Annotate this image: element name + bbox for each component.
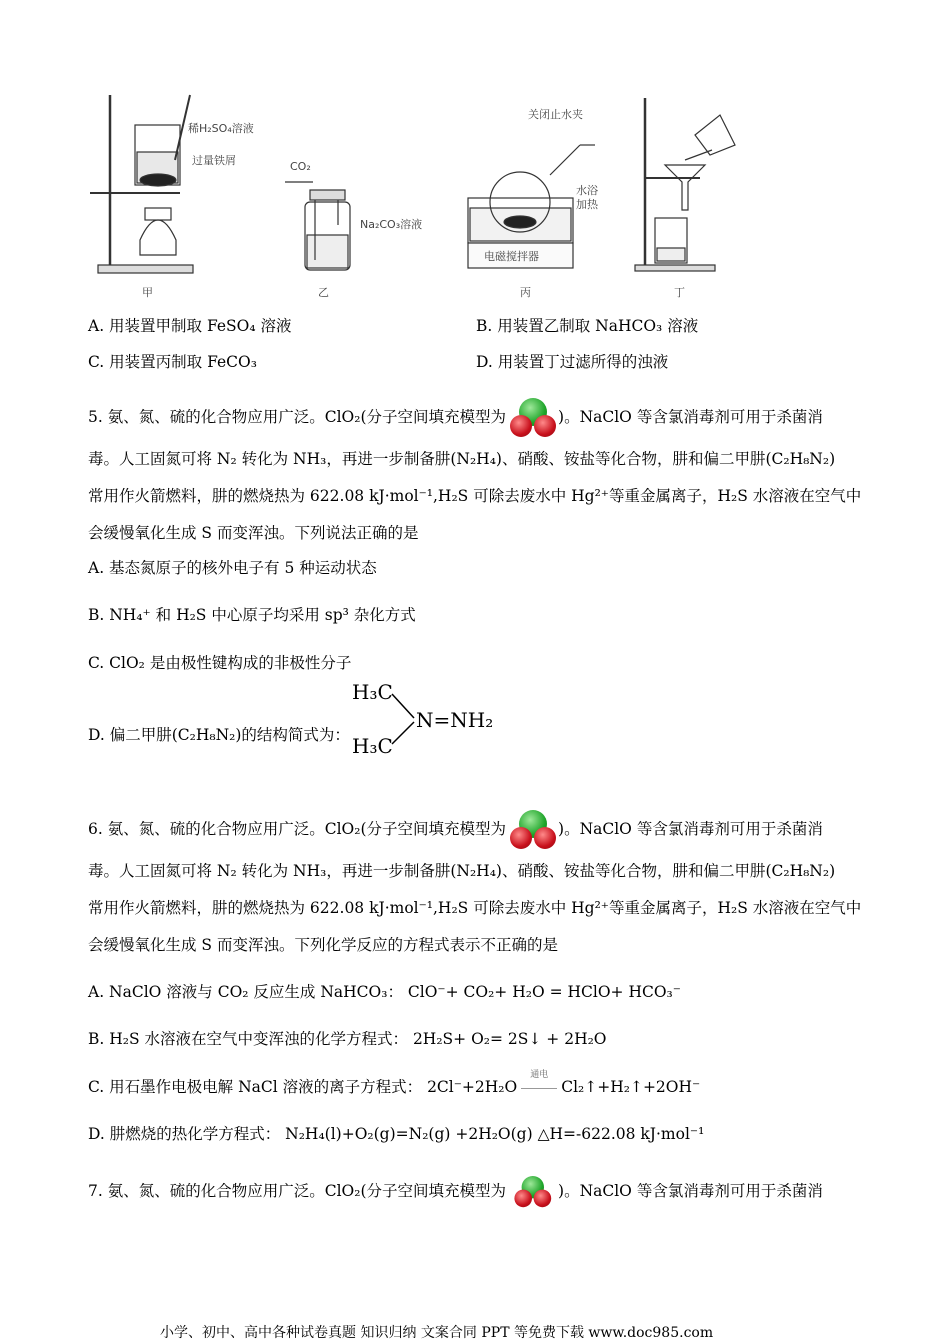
jia-label1: 稀H₂SO₄溶液: [188, 122, 254, 135]
q6-stem-b: )。NaClO 等含氯消毒剂可用于杀菌消: [558, 820, 823, 838]
q7-stem-a: 7. 氨、氮、硫的化合物应用广泛。ClO₂(分子空间填充模型为: [88, 1182, 507, 1200]
page-footer: 小学、初中、高中各种试卷真题 知识归纳 文案合同 PPT 等免费下载 www.doc985.com: [160, 1325, 714, 1341]
electrolysis-arrow: [517, 1070, 561, 1097]
apparatus-yi: [285, 182, 350, 270]
q5-stem-b: )。NaClO 等含氯消毒剂可用于杀菌消: [558, 408, 823, 426]
q5-option-c: C. ClO₂ 是由极性键构成的非极性分子: [88, 654, 352, 672]
q5-stem-line1: [88, 398, 823, 438]
q6-line3: 常用作火箭燃料，肼的燃烧热为 622.08 kJ·mol⁻¹,H₂S 可除去废水中 Hg²⁺等重金属离子，H₂S 水溶液在空气中: [88, 899, 862, 917]
q6-option-a: A. NaClO 溶液与 CO₂ 反应生成 NaHCO₃： ClO⁻+ CO₂+ H₂O = HClO+ HCO₃⁻: [88, 983, 681, 1001]
q5-stem-a: 5. 氨、氮、硫的化合物应用广泛。ClO₂(分子空间填充模型为: [88, 408, 507, 426]
dimethylhydrazine-structure: [352, 680, 512, 762]
q4-option-c: C. 用装置丙制取 FeCO₃: [88, 353, 257, 371]
q5-line3: 常用作火箭燃料，肼的燃烧热为 622.08 kJ·mol⁻¹,H₂S 可除去废水中 Hg²⁺等重金属离子，H₂S 水溶液在空气中: [88, 487, 862, 505]
struct-bottom-group: H₃C: [352, 734, 393, 758]
apparatus-ding: [635, 98, 735, 271]
q5-line4: 会缓慢氧化生成 S 而变浑浊。下列说法正确的是: [88, 524, 419, 542]
jia-name: 甲: [142, 286, 153, 299]
bing-bath1: 水浴: [576, 184, 598, 197]
q6-option-b: B. H₂S 水溶液在空气中变浑浊的化学方程式： 2H₂S+ O₂= 2S↓ + 2H₂O: [88, 1030, 607, 1048]
q4-option-d: D. 用装置丁过滤所得的浊液: [476, 353, 669, 371]
q4-option-b: B. 用装置乙制取 NaHCO₃ 溶液: [476, 317, 699, 335]
q6-stem-line1: [88, 810, 823, 850]
q5-line2: 毒。人工固氮可将 N₂ 转化为 NH₃，再进一步制备肼(N₂H₄)、硝酸、铵盐等化合物，肼和偏二甲肼(C₂H₈N₂): [88, 450, 836, 468]
q5-option-b: B. NH₄⁺ 和 H₂S 中心原子均采用 sp³ 杂化方式: [88, 606, 416, 624]
yi-gas: CO₂: [290, 160, 311, 173]
q7-stem-line1: [88, 1172, 823, 1212]
ding-name: 丁: [674, 286, 685, 299]
bing-clamp: 关闭止水夹: [528, 108, 583, 121]
yi-solution: Na₂CO₃溶液: [360, 218, 423, 231]
bing-stirrer: 电磁搅拌器: [484, 250, 539, 263]
q7-stem-b: )。NaClO 等含氯消毒剂可用于杀菌消: [558, 1182, 823, 1200]
q6-line4: 会缓慢氧化生成 S 而变浑浊。下列化学反应的方程式表示不正确的是: [88, 936, 558, 954]
q6-stem-a: 6. 氨、氮、硫的化合物应用广泛。ClO₂(分子空间填充模型为: [88, 820, 507, 838]
q4-option-a: A. 用装置甲制取 FeSO₄ 溶液: [88, 317, 292, 335]
q6-option-c-right: Cl₂↑+H₂↑+2OH⁻: [561, 1078, 701, 1096]
q6-option-c-left: C. 用石墨作电极电解 NaCl 溶液的离子方程式： 2Cl⁻+2H₂O: [88, 1078, 518, 1096]
apparatus-figure: [80, 90, 760, 305]
electrolysis-condition: 通电: [530, 1070, 549, 1080]
jia-label2: 过量铁屑: [192, 154, 236, 167]
q5-option-a: A. 基态氮原子的核外电子有 5 种运动状态: [88, 559, 377, 577]
q6-option-d: D. 肼燃烧的热化学方程式： N₂H₄(l)+O₂(g)=N₂(g) +2H₂O(g) △H=-622.08 kJ·mol⁻¹: [88, 1125, 705, 1143]
clo2-model-icon: [511, 1176, 553, 1208]
clo2-model-icon: [506, 398, 558, 438]
q6-option-c: [88, 1070, 701, 1097]
bing-name: 丙: [520, 286, 531, 299]
q6-line2: 毒。人工固氮可将 N₂ 转化为 NH₃，再进一步制备肼(N₂H₄)、硝酸、铵盐等化合物，肼和偏二甲肼(C₂H₈N₂): [88, 862, 836, 880]
bing-bath2: 加热: [576, 198, 598, 211]
apparatus-jia: [90, 95, 193, 273]
q5-option-d: D. 偏二甲肼(C₂H₈N₂)的结构简式为：: [88, 726, 350, 744]
yi-name: 乙: [318, 286, 329, 299]
struct-right-group: N=NH₂: [416, 708, 494, 732]
struct-top-group: H₃C: [352, 680, 393, 704]
clo2-model-icon: [506, 810, 558, 850]
